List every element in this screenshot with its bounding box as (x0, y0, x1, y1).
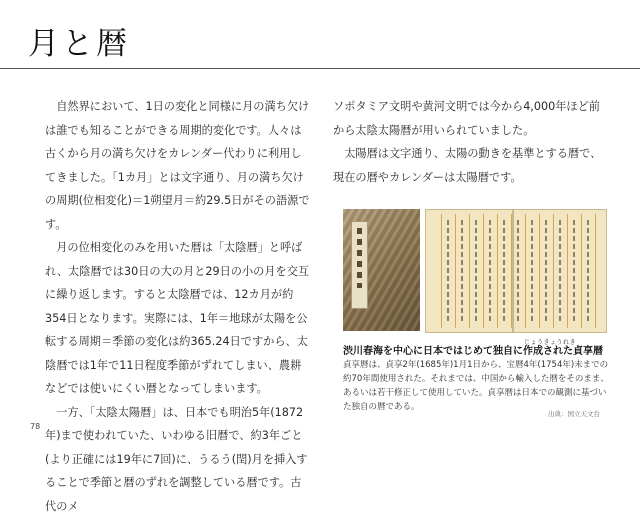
title-divider (0, 68, 640, 69)
right-paragraph-2: 太陽暦は文字通り、太陽の動きを基準とする暦で、現在の暦やカレンダーは太陽暦です。 (333, 142, 611, 189)
page-title: 月と暦 (28, 18, 130, 63)
figure-caption-title: 渋川春海を中心に日本ではじめて独自に作成された貞享暦 (343, 342, 603, 357)
left-paragraph-2: 月の位相変化のみを用いた暦は「太陰暦」と呼ばれ、太陰暦では30日の大の月と29日の小の月を交互に繰り返します。すると太陰暦では、12カ月が約354日となります。実際には、1年＝地球が太陽を公転する周期＝季節の変化は約365.24日ですから、太陰暦では1年で11日程度季節がずれてしまい、農耕などでは使いにくい暦となってしまいます。 (45, 236, 310, 401)
right-text-column (333, 95, 611, 189)
caption-text: 貞享暦は、貞享2年(1685年)1月1日から、宝暦4年(1754年)末までの約70年間使用された。それまでは、中国から輸入した暦をそのまま、あるいは若干修正して使用していた。貞享暦は日本での観測に基づいた独自の暦である。 (343, 358, 611, 414)
figure-caption-body (343, 358, 611, 414)
right-paragraph-1: ソポタミア文明や黄河文明では今から4,000年ほど前から太陰太陽暦が用いられていました。 (333, 95, 611, 142)
left-text-column (45, 95, 310, 518)
calendar-book-cover (343, 209, 420, 331)
left-paragraph-3: 一方、「太陰太陽暦」は、日本でも明治5年(1872年)まで使われていた、いわゆる旧暦で、約3年ごと(より正確には19年に7回)に、うるう(閏)月を挿入することで季節と暦のずれを調整している暦です。古代のメ (45, 401, 310, 518)
image-credit: 出典：国立天文台 (548, 409, 600, 418)
caption-ruby: じょうきょうれき (524, 337, 576, 346)
page-number: 78 (30, 422, 40, 431)
cover-title-label (351, 221, 368, 309)
left-paragraph-1: 自然界において、1日の変化と同様に月の満ち欠けは誰でも知ることができる周期的変化です。人々は古くから月の満ち欠けをカレンダー代わりに利用してきました。「1カ月」とは文字通り、月の満ち欠けの周期(位相変化)＝1朔望月＝約29.5日がその語源です。 (45, 95, 310, 236)
jokyo-calendar-photo (343, 209, 605, 331)
calendar-book-page (425, 209, 607, 333)
